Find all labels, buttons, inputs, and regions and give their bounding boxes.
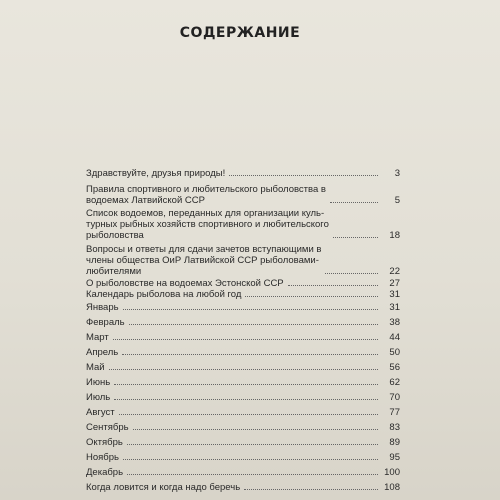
toc-entry [86,278,400,289]
toc-entry-title: Август [86,407,115,418]
dot-leader [123,459,378,460]
toc-entry-title: Декабрь [86,467,124,478]
table-of-contents [86,168,400,493]
toc-entry [86,452,400,463]
toc-entry [86,362,400,373]
dot-leader [333,237,378,238]
dot-leader [114,399,378,400]
toc-entry-title: Когда ловится и когда надо беречь [86,482,241,493]
toc-entry-title: Май [86,362,105,373]
toc-entry-page-number: 100 [384,467,400,478]
dot-leader [109,369,378,370]
toc-entry [86,377,400,388]
toc-entry [86,407,400,418]
toc-entry-title: О рыболовстве на водоемах Эстонской ССР [86,278,284,289]
toc-entry-page-number: 89 [389,437,400,448]
toc-entry-page-number: 31 [389,289,400,300]
toc-entry [86,467,400,478]
dot-leader [288,285,378,286]
dot-leader [325,273,378,274]
toc-entry-page-number: 95 [389,452,400,463]
toc-entry-page-number: 62 [389,377,400,388]
dot-leader [133,429,378,430]
toc-entry [86,392,400,403]
toc-entry-title: Ноябрь [86,452,119,463]
dot-leader [229,175,378,176]
toc-entry [86,347,400,358]
toc-entry-title: Апрель [86,347,119,358]
toc-entry [86,184,400,206]
toc-entry-title: Январь [86,302,119,313]
toc-entry [86,289,400,300]
dot-leader [245,296,378,297]
toc-entry-page-number: 77 [389,407,400,418]
toc-entry-page-number: 56 [389,362,400,373]
page-title: СОДЕРЖАНИЕ [179,25,301,41]
toc-entry-title: Февраль [86,317,125,328]
dot-leader [114,384,378,385]
toc-entry-page-number: 50 [389,347,400,358]
toc-entry [86,437,400,448]
toc-entry [86,332,400,343]
dot-leader [123,309,378,310]
toc-entry [86,168,400,179]
toc-entry-page-number: 18 [389,230,400,241]
toc-entry-title: Июль [86,392,111,403]
toc-entry-title: Сентябрь [86,422,129,433]
toc-entry [86,482,400,493]
dot-leader [127,474,378,475]
toc-entry-title: Правила спортивного и любительского рыболовства в водоемах Латвийской ССР [86,184,326,206]
toc-entry-title: Список водоемов, переданных для организации куль- турных рыбных хозяйств спортивного и любительского рыболовства [86,208,329,241]
toc-entry-page-number: 108 [384,482,400,493]
toc-entry-page-number: 83 [389,422,400,433]
toc-entry-page-number: 70 [389,392,400,403]
dot-leader [129,324,378,325]
toc-entry-title: Здравствуйте, друзья природы! [86,168,226,179]
toc-entry [86,208,400,241]
toc-entry-page-number: 31 [389,302,400,313]
toc-entry-title: Календарь рыболова на любой год [86,289,242,300]
toc-entry-page-number: 22 [389,266,400,277]
toc-entry-title: Март [86,332,109,343]
toc-entry-page-number: 44 [389,332,400,343]
toc-entry [86,302,400,313]
dot-leader [244,489,378,490]
toc-entry-title: Вопросы и ответы для сдачи зачетов вступающими в члены общества ОиР Латвийской ССР рыболовами- любителями [86,244,322,277]
toc-entry-page-number: 27 [389,278,400,289]
toc-entry-page-number: 5 [394,195,400,206]
dot-leader [122,354,378,355]
toc-entry [86,317,400,328]
toc-entry-page-number: 38 [389,317,400,328]
toc-entry-title: Октябрь [86,437,123,448]
dot-leader [113,339,378,340]
dot-leader [119,414,378,415]
toc-entry-page-number: 3 [394,168,400,179]
dot-leader [127,444,378,445]
dot-leader [330,202,378,203]
toc-entry [86,422,400,433]
toc-entry [86,244,400,277]
toc-entry-title: Июнь [86,377,111,388]
